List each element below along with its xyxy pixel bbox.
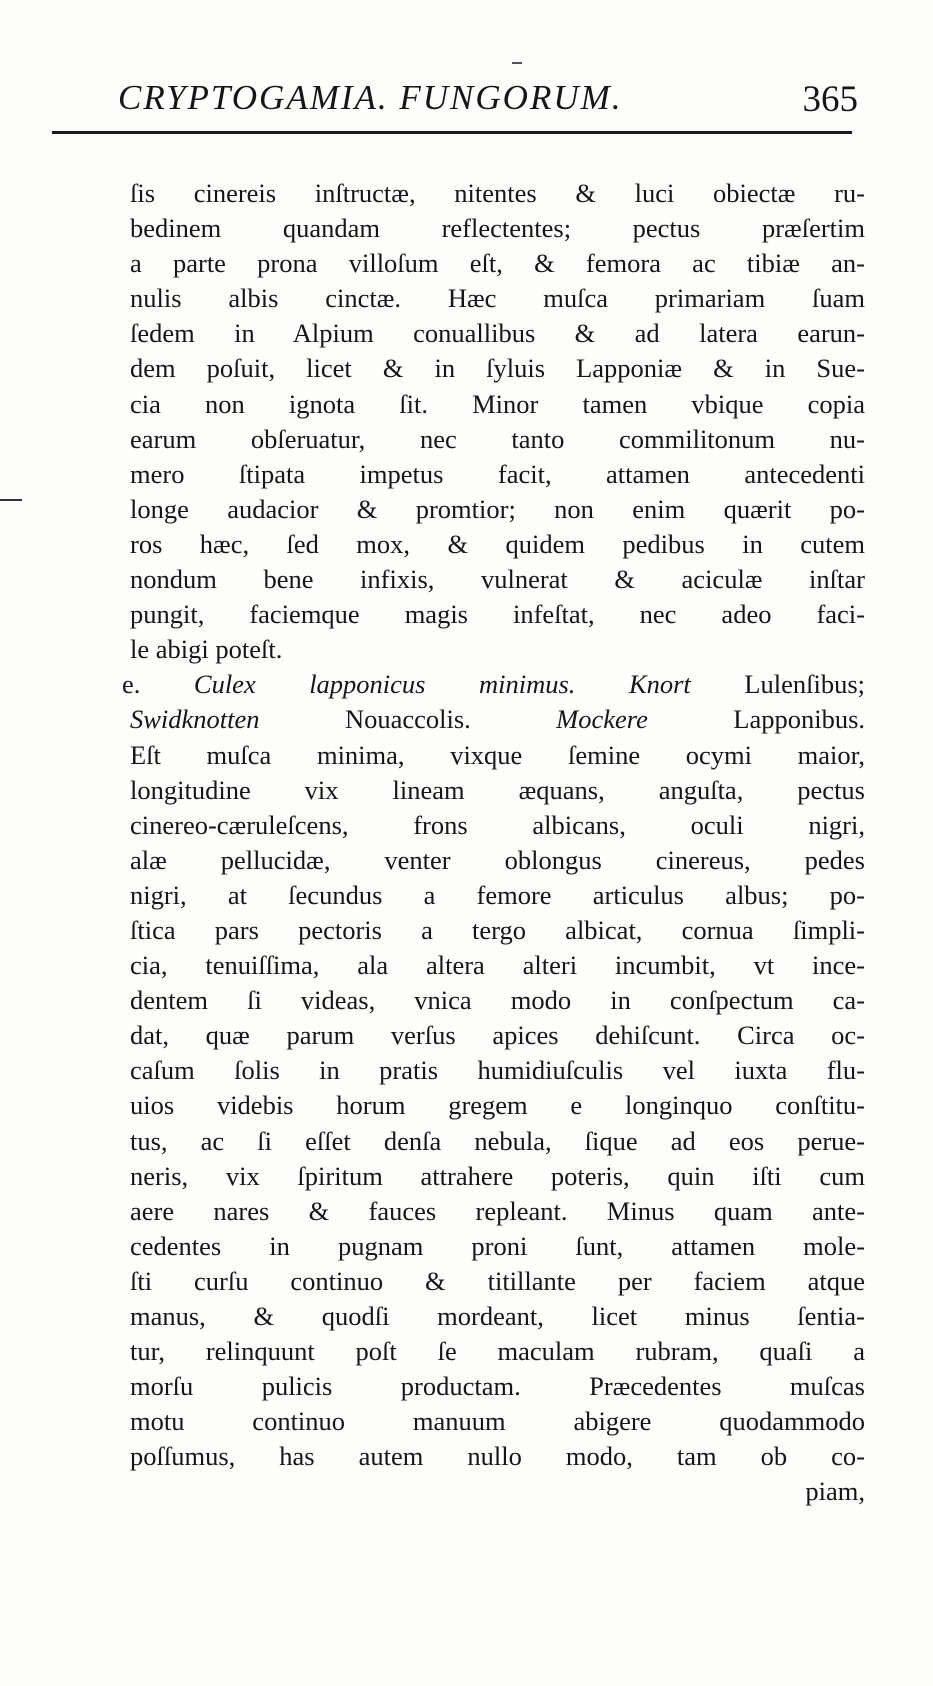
text-line: ſtica pars pectoris a tergo albicat, cornua ſimpli-: [130, 914, 865, 945]
text-line: ſti curſu continuo & titillante per faciem atque: [130, 1265, 865, 1296]
text-line: poſſumus, has autem nullo modo, tam ob co-: [130, 1441, 865, 1472]
species-name: Culex lapponicus minimus.: [193, 669, 576, 700]
text-line: uios videbis horum gregem e longinquo conſtitu-: [130, 1090, 865, 1121]
species-heading: [122, 667, 865, 702]
text-line: morſu pulicis productam. Præcedentes muſcas: [130, 1371, 865, 1402]
vernacular-source: Lulenſibus;: [744, 669, 866, 700]
text-line: ſis cinereis inſtructæ, nitentes & luci obiectæ ru-: [130, 178, 865, 208]
text-line: longitudine vix lineam æquans, anguſta, pectus: [130, 774, 865, 805]
text-line: bedinem quandam reflectentes; pectus præſertim: [130, 213, 865, 244]
text-line: mero ſtipata impetus facit, attamen antecedenti: [130, 458, 865, 489]
running-title: CRYPTOGAMIA. FUNGORUM.: [118, 78, 623, 117]
text-line: tur, relinquunt poſt ſe maculam rubram, quaſi a: [130, 1336, 865, 1367]
text-line: le abigi poteſt.: [130, 634, 283, 665]
text-line: motu continuo manuum abigere quodammodo: [130, 1406, 865, 1437]
text-line: ros hæc, ſed mox, & quidem pedibus in cutem: [130, 528, 865, 559]
text-line: cedentes in pugnam proni ſunt, attamen mole-: [130, 1230, 865, 1261]
header-rule: [52, 131, 852, 134]
text-line: ſedem in Alpium conuallibus & ad latera earun-: [130, 318, 865, 349]
vernacular-name: Mockere: [556, 704, 648, 735]
print-mark: [512, 62, 522, 64]
text-line: pungit, faciemque magis infeſtat, nec adeo faci-: [130, 599, 865, 630]
text-line: alæ pellucidæ, venter oblongus cinereus, pedes: [130, 844, 865, 875]
text-line: longe audacior & promtior; non enim quærit po-: [130, 493, 865, 524]
vernacular-name: Knort: [628, 669, 691, 700]
text-line: nondum bene infixis, vulnerat & aciculæ inſtar: [130, 564, 865, 595]
text-line: a parte prona villoſum eſt, & femora ac tibiæ an-: [130, 248, 865, 279]
text-line: dat, quæ parum verſus apices dehiſcunt. Circa oc-: [130, 1020, 865, 1051]
text-line: nigri, at ſecundus a femore articulus albus; po-: [130, 879, 865, 910]
species-heading-cont: [130, 702, 865, 737]
text-line: cinereo-cæruleſcens, frons albicans, oculi nigri,: [130, 809, 865, 840]
text-line: caſum ſolis in pratis humidiuſculis vel iuxta flu-: [130, 1055, 865, 1086]
text-line: manus, & quodſi mordeant, licet minus ſentia-: [130, 1301, 865, 1331]
margin-dash: [0, 499, 22, 501]
text-line: dentem ſi videas, vnica modo in conſpectum ca-: [130, 985, 865, 1016]
page-number: 365: [802, 79, 858, 120]
text-line: nulis albis cinctæ. Hæc muſca primariam ſuam: [130, 283, 865, 314]
vernacular-source: Lapponibus.: [733, 704, 866, 735]
text-line: Eſt muſca minima, vixque ſemine ocymi maior,: [130, 739, 865, 770]
vernacular-source: Nouaccolis.: [344, 704, 471, 735]
text-line: cia non ignota ſit. Minor tamen vbique copia: [130, 388, 865, 419]
text-line: dem poſuit, licet & in ſyluis Lapponiæ & in Sue-: [130, 353, 865, 384]
body-text: [122, 176, 866, 1510]
catchword: piam,: [805, 1476, 865, 1507]
text-line: aere nares & fauces repleant. Minus quam ante-: [130, 1195, 865, 1226]
vernacular-name: Swidknotten: [130, 704, 260, 735]
item-marker: e.: [122, 669, 141, 700]
text-line: earum obſeruatur, nec tanto commilitonum nu-: [130, 423, 865, 454]
text-line: neris, vix ſpiritum attrahere poteris, quin iſti cum: [130, 1160, 865, 1191]
text-line: tus, ac ſi eſſet denſa nebula, ſique ad eos perue-: [130, 1125, 865, 1156]
text-line: cia, tenuiſſima, ala altera alteri incumbit, vt ince-: [130, 950, 865, 981]
page-header: [118, 78, 858, 128]
